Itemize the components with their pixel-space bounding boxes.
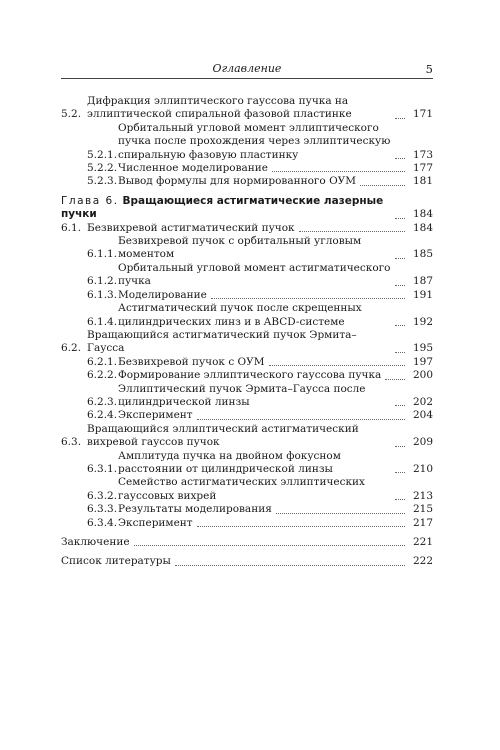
toc-entry-page: 184 [412, 208, 433, 221]
toc-entry-title: Численное моделирование [118, 162, 269, 175]
dot-leader [360, 184, 405, 186]
toc-entry[interactable] [61, 222, 433, 235]
chapter-label: Глава 6. [61, 194, 119, 207]
toc-entry-number: 6.3.3. [87, 503, 118, 516]
toc-entry-number: 6.1.3. [87, 288, 118, 301]
toc-entry-title: Безвихревой пучок с орбитальный угловым моментом [118, 235, 362, 261]
dot-leader [395, 445, 405, 447]
toc-entry-title: Эксперимент [118, 409, 193, 422]
toc-entry-title: Семейство астигматических эллиптических гауссовых вихрей [118, 476, 365, 502]
toc-entry-number: 6.3.4. [87, 516, 118, 529]
dot-leader [395, 257, 405, 259]
dot-leader [134, 544, 405, 546]
toc-entry-page: 192 [412, 315, 433, 328]
toc-entry-conclusion[interactable] [61, 536, 433, 549]
dot-leader [197, 418, 405, 420]
toc-entry-page: 215 [412, 503, 433, 516]
toc-entry-page: 222 [412, 555, 433, 568]
toc-entry[interactable] [61, 95, 433, 122]
toc-entry-number: 5.2.3. [87, 175, 118, 188]
toc-entry-page: 204 [412, 409, 433, 422]
toc-entry[interactable] [61, 356, 433, 369]
dot-leader [395, 324, 405, 326]
toc-entry-page: 221 [412, 536, 433, 548]
dot-leader [395, 498, 405, 500]
toc-entry-title: Список литературы [61, 555, 171, 568]
dot-leader [395, 351, 405, 353]
dot-leader [197, 525, 405, 527]
dot-leader [395, 117, 405, 119]
toc-entry[interactable] [61, 175, 433, 188]
dot-leader [269, 364, 406, 366]
toc-entry-title: Заключение [61, 536, 130, 548]
toc-entry-title: Эллиптический пучок Эрмита–Гаусса после цилиндрической линзы [118, 382, 366, 408]
toc-entry[interactable] [61, 122, 433, 162]
toc-entry-number: 6.2.3. [87, 395, 118, 408]
toc-entry[interactable] [61, 289, 433, 302]
toc-entry-title: Безвихревой астигматический пучок [87, 221, 295, 234]
toc-entry-page: 195 [412, 342, 433, 355]
header-page-number: 5 [425, 62, 433, 76]
toc-entry[interactable] [61, 235, 433, 262]
toc-entry-title: Астигматический пучок после скрещенных цилиндрических линз и в ABCD-системе [118, 302, 362, 328]
toc-entry-references[interactable] [61, 555, 433, 568]
toc-entry[interactable] [61, 517, 433, 530]
toc-entry-number: 6.1.2. [87, 275, 118, 288]
toc-entry-title: Эксперимент [118, 516, 193, 529]
dot-leader [395, 284, 405, 286]
toc-entry-page: 181 [412, 175, 433, 188]
header-title: Оглавление [212, 62, 282, 75]
dot-leader [395, 471, 405, 473]
toc-entry-number: 6.1.4. [87, 315, 118, 328]
dot-leader [175, 564, 405, 566]
toc-entry[interactable] [61, 409, 433, 422]
toc-entry-number: 6.2.4. [87, 409, 118, 422]
toc-entry-number: 6.2. [61, 342, 82, 355]
toc-entry-number: 6.2.2. [87, 369, 118, 382]
toc-entry-number: 6.3.2. [87, 489, 118, 502]
toc-entry-page: 210 [412, 462, 433, 475]
toc-entry[interactable] [61, 450, 433, 477]
toc-entry-number: 6.3.1. [87, 462, 118, 475]
dot-leader [211, 297, 405, 299]
table-of-contents [61, 95, 433, 569]
toc-entry-title: Результаты моделирования [118, 503, 272, 516]
toc-entry-page: 191 [412, 288, 433, 301]
dot-leader [385, 378, 405, 380]
toc-entry-number: 6.1. [61, 221, 82, 234]
toc-entry-page: 173 [412, 148, 433, 161]
toc-entry-title: Безвихревой пучок с ОУМ [118, 355, 265, 368]
toc-entry-page: 202 [412, 395, 433, 408]
toc-entry-page: 209 [412, 436, 433, 449]
toc-entry-page: 200 [412, 369, 433, 382]
toc-entry[interactable] [61, 369, 433, 382]
toc-entry[interactable] [61, 423, 433, 450]
toc-entry-title: Амплитуда пучка на двойном фокусном расстоянии от цилиндрической линзы [118, 449, 341, 475]
toc-entry-page: 171 [412, 108, 433, 121]
toc-entry-page: 187 [412, 275, 433, 288]
toc-entry-title: Вывод формулы для нормированного ОУМ [118, 175, 357, 188]
toc-entry[interactable] [61, 503, 433, 516]
dot-leader [395, 404, 405, 406]
toc-entry-page: 217 [412, 516, 433, 529]
dot-leader [299, 230, 405, 232]
toc-entry-title: Формирование эллиптического гауссова пучка [118, 369, 382, 382]
chapter-title: Вращающиеся астигматические лазерные пучки [61, 194, 384, 221]
dot-leader [395, 157, 405, 159]
toc-entry-page: 184 [412, 221, 433, 234]
toc-entry-number: 5.2. [61, 108, 82, 121]
toc-entry-page: 197 [412, 355, 433, 368]
toc-entry-number: 6.2.1. [87, 355, 118, 368]
dot-leader [395, 217, 405, 219]
toc-entry-title: Дифракция эллиптического гауссова пучка на эллиптической спиральной фазовой пластинке [87, 95, 352, 121]
toc-entry-number: 6.3. [61, 436, 82, 449]
toc-entry-number: 6.1.1. [87, 248, 118, 261]
dot-leader [276, 512, 405, 514]
toc-entry-title: Орбитальный угловой момент астигматического пучка [118, 261, 391, 288]
toc-entry-title: Моделирование [118, 288, 207, 301]
toc-entry[interactable] [61, 162, 433, 175]
toc-entry[interactable] [61, 302, 433, 329]
dot-leader [272, 170, 405, 172]
toc-entry-page: 185 [412, 248, 433, 261]
toc-entry[interactable] [61, 476, 433, 503]
toc-entry-title: Орбитальный угловой момент эллиптического пучка после прохождения через эллиптическую спиральную фазовую пластинку [118, 121, 391, 161]
toc-entry-page: 213 [412, 489, 433, 502]
toc-entry[interactable] [61, 329, 433, 356]
toc-chapter-entry[interactable] [61, 195, 433, 222]
toc-entry-title: Вращающийся эллиптический астигматический вихревой гауссов пучок [87, 422, 359, 449]
toc-entry-number: 5.2.2. [87, 162, 118, 175]
toc-entry[interactable] [61, 262, 433, 289]
toc-entry-number: 5.2.1. [87, 148, 118, 161]
running-header [61, 60, 433, 79]
toc-entry[interactable] [61, 383, 433, 410]
toc-entry-page: 177 [412, 162, 433, 175]
toc-entry-title: Вращающийся астигматический пучок Эрмита–Гаусса [87, 328, 357, 355]
